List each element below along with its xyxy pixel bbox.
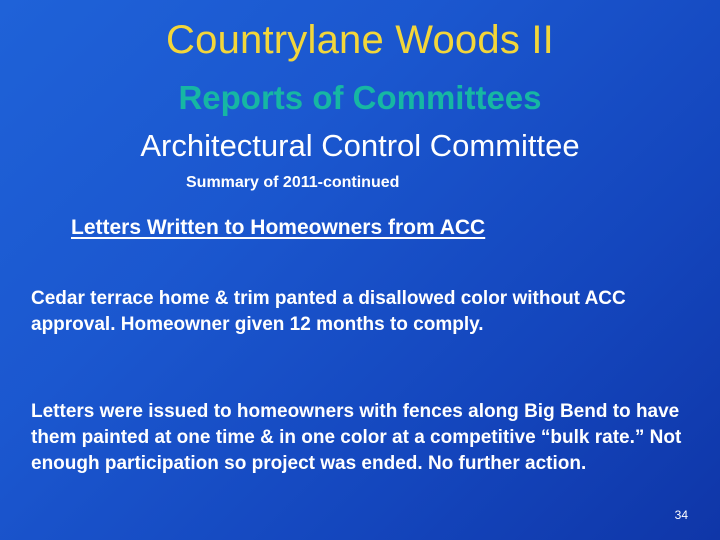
summary-label: Summary of 2011-continued — [186, 174, 400, 191]
committee-heading: Architectural Control Committee — [140, 128, 580, 163]
paragraph-fence-letters: Letters were issued to homeowners with fences along Big Bend to have them painted at one time & in one color at a competitive “bulk rate.” Not enough participation so project was ended. No further action. — [31, 401, 682, 474]
slide-subtitle: Reports of Committees — [178, 79, 542, 116]
page-number: 34 — [674, 508, 688, 522]
slide-title: Countrylane Woods II — [166, 18, 554, 62]
section-heading: Letters Written to Homeowners from ACC — [71, 216, 486, 239]
paragraph-cedar-terrace: Cedar terrace home & trim panted a disallowed color without ACC approval. Homeowner given 12 months to comply. — [31, 288, 626, 335]
